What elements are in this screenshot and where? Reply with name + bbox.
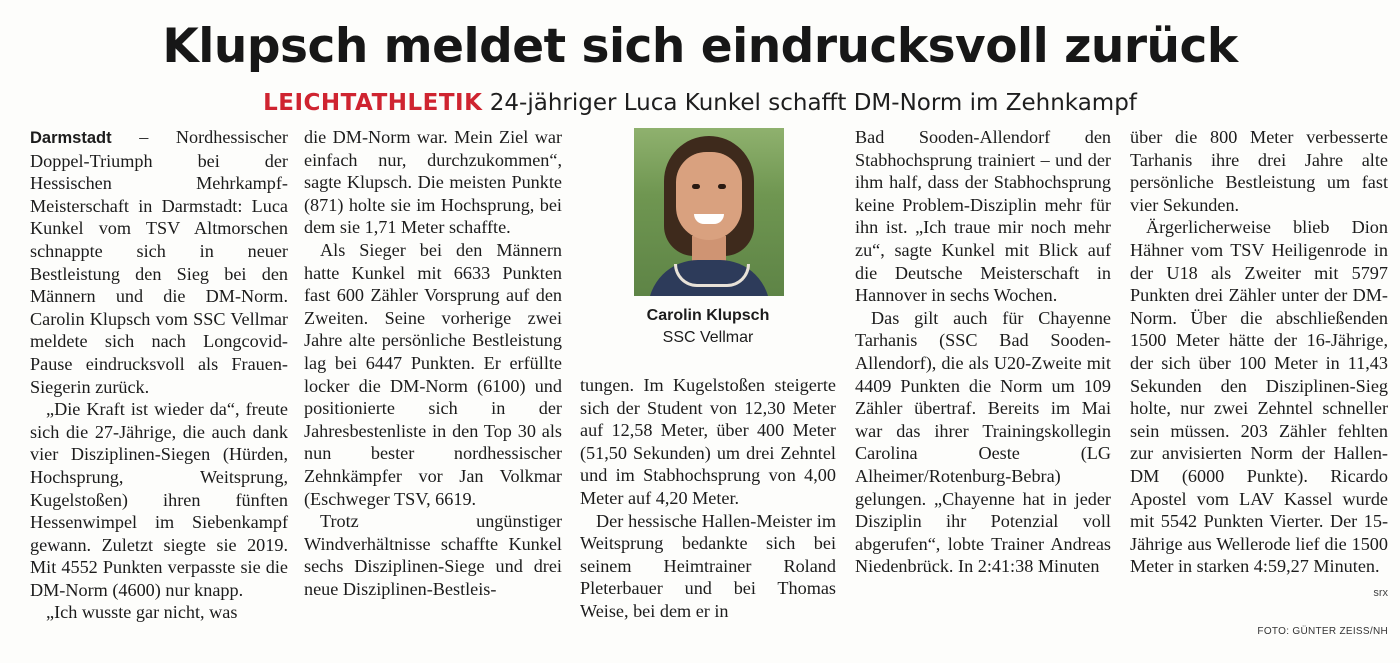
author-signature: srx	[1373, 586, 1388, 599]
paragraph: Als Sieger bei den Männern hatte Kunkel mit 6633 Punkten fast 600 Zähler Vorsprung auf den Zweiten. Seine vorherige zwei Jahre alte persönliche Bestleistung lag bei 6447 Punkten. Er erfüllte locker die DM-Norm (6100) und positionierte sich in der Jahresbestenliste in den Top 30 als nun bester nordhessischer Zehnkämpfer vor Jan Volkmar (Eschweger TSV, 6619.	[304, 239, 562, 509]
subline-text: 24-jähriger Luca Kunkel schafft DM-Norm im Zehnkampf	[489, 90, 1137, 116]
paragraph: Bad Sooden-Allendorf den Stabhochsprung trainiert – und der ihm half, dass der Stabhochsprung keine Problem-Disziplin mehr für ihn ist. „Ich traue mir noch mehr zu“, sagte Kunkel mit Blick auf die Deutsche Meisterschaft in Hannover in sechs Wochen.	[855, 127, 1111, 306]
paragraph: Trotz ungünstiger Windverhältnisse schaffte Kunkel sechs Disziplinen-Siege und drei neue Disziplinen-Bestleis-	[304, 511, 562, 599]
paragraph: über die 800 Meter verbesserte Tarhanis ihre drei Jahre alte persönliche Bestleistung um fast vier Sekunden.	[1130, 127, 1388, 215]
paragraph: Der hessische Hallen-Meister im Weitsprung bedankte sich bei seinem Heimtrainer Roland Pleterbauer und bei Thomas Weise, bei dem er in	[580, 510, 836, 621]
paragraph: „Die Kraft ist wieder da“, freute sich die 27-Jährige, die auch dank vier Disziplinen-Siegen (Hürden, Hochsprung, Weitsprung, Kugelstoßen) ihren fünften Hessenwimpel im Siebenkampf gewann. Zuletzt siegte sie 2019. Mit 4552 Punkten verpasste sie die DM-Norm (4600) nur knapp.	[30, 399, 288, 600]
article-column-3	[580, 374, 836, 623]
paragraph-text: – Nordhessischer Doppel-Triumph bei der Hessischen Mehrkampf-Meisterschaft in Darmstadt: Luca Kunkel vom TSV Altmorschen schnappte sich in neuer Bestleistung den Sieg bei den Männern und die DM-Norm. Carolin Klupsch vom SSC Vellmar meldete sich nach Longcovid-Pause eindrucksvoll als Frauen-Siegerin zurück.	[30, 127, 288, 397]
portrait-photo	[634, 128, 784, 296]
kicker: LEICHTATHLETIK	[263, 90, 483, 116]
photo-caption-name: Carolin Klupsch	[646, 307, 770, 324]
paragraph: tungen. Im Kugelstoßen steigerte sich der Student von 12,30 Meter auf 12,58 Meter, über 400 Meter (51,50 Sekunden) um drei Zehntel und im Stabhochsprung von 4,00 Meter auf 4,20 Meter.	[580, 375, 836, 508]
article-column-5	[1130, 126, 1388, 604]
dateline: Darmstadt	[30, 129, 112, 147]
paragraph	[30, 126, 288, 398]
paragraph: Das gilt auch für Chayenne Tarhanis (SSC Bad Sooden-Allendorf), die als U20-Zweite mit 4409 Punkten die Norm um 109 Zähler übertraf. Bereits im Mai war das ihrer Trainingskollegin Carolina Oeste (LG Alheimer/Rotenburg-Bebra) gelungen. „Chayenne hat in jeder Disziplin ihr Potenzial voll abgerufen“, lobte Trainer Andreas Niedenbrück. In 2:41:38 Minuten	[855, 307, 1111, 577]
paragraph	[1130, 216, 1388, 599]
paragraph-text: Ärgerlicherweise blieb Dion Hähner vom TSV Heiligenrode in der U18 als Zweiter mit 5797 Punkten drei Zähler unter der DM-Norm. Über die abschließenden 1500 Meter hätte der 16-Jährige, der sich über 100 Meter in 11,43 Sekunden den Disziplinen-Sieg holte, nur zwei Zehntel schneller sein müssen. 203 Zähler fehlten zur anvisierten Norm der Hallen-DM (6000 Punkte). Ricardo Apostel vom LAV Kassel wurde mit 5542 Punkten Vierter. Der 15-Jährige aus Wellerode lief die 1500 Meter in starken 4:59,27 Minuten.	[1130, 217, 1388, 577]
photo-credit: FOTO: GÜNTER ZEISS/NH	[1257, 626, 1388, 637]
photo-caption-club: SSC Vellmar	[662, 329, 754, 346]
article-column-4	[855, 126, 1111, 578]
headline: Klupsch meldet sich eindrucksvoll zurück	[162, 19, 1238, 74]
paragraph: „Ich wusste gar nicht, was	[46, 602, 238, 623]
subline	[0, 86, 1400, 120]
article-column-2	[304, 126, 562, 600]
article-column-1	[30, 126, 288, 624]
paragraph: die DM-Norm war. Mein Ziel war einfach nur, durchzukommen“, sagte Klupsch. Die meisten Punkte (871) holte sie im Hochsprung, bei dem sie 1,71 Meter schaffte.	[304, 127, 562, 238]
